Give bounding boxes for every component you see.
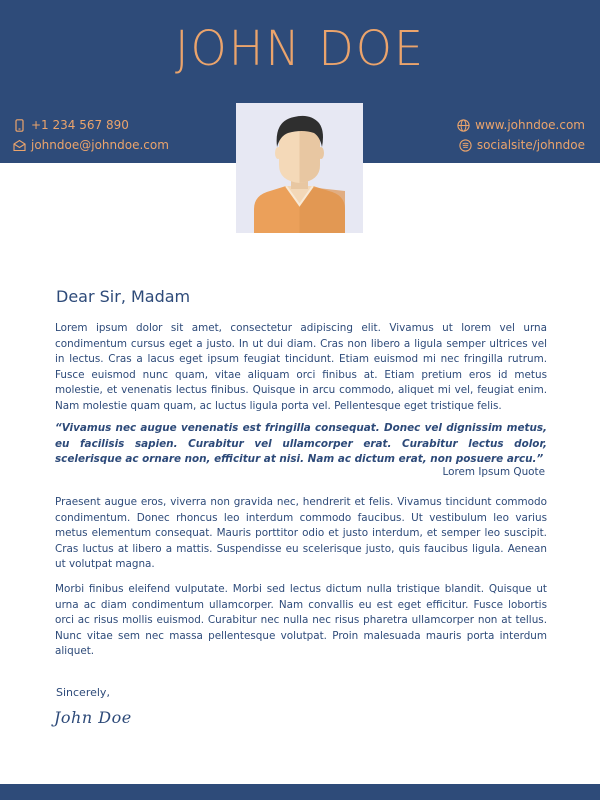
social-text: socialsite/johndoe [476,138,585,152]
page-title: JOHN DOE [174,19,426,77]
person-avatar [236,103,363,233]
contact-phone[interactable] [13,118,129,132]
letter-closing: Sincerely, [56,686,110,699]
globe-icon [457,119,470,132]
contact-website[interactable] [457,118,585,132]
letter-paragraph-1: Lorem ipsum dolor sit amet, consectetur adipiscing elit. Vivamus ut lorem vel urna condimentum cursus eget a justo. In ut dui diam. Cras non libero a ligula semper ultrices vel in lectus. Cras a lacus eget ipsum feugiat tincidunt. Etiam euismod mi nec fringilla rutrum. Fusce euismod nunc quam, vitae aliquam orci finibus at. Etiam pretium eros id metus molestie, et venenatis lectus finibus. Quisque in arcu commodo, aliquet mi vel, feugiat enim. Nam molestie quam quam, ac luctus ligula porta vel. Pellentesque eget tristique felis. [55,322,547,412]
website-text: www.johndoe.com [475,118,585,132]
footer-bar [0,784,600,800]
social-icon [459,139,472,152]
phone-icon [13,119,26,132]
email-text: johndoe@johndoe.com [31,138,169,152]
contact-email[interactable] [13,138,169,152]
envelope-icon [13,139,26,152]
letter-quote: “Vivamus nec augue venenatis est fringilla consequat. Donec vel dignissim metus, eu facilisis sapien. Curabitur vel ullamcorper erat. Curabitur lectus dolor, scelerisque ac ornare non, efficitur at nisi. Nam ac dictum erat, non posuere arcu.” [55,422,547,466]
letter-paragraph-2: Praesent augue eros, viverra non gravida nec, hendrerit et felis. Vivamus tincidunt commodo condimentum. Donec rhoncus leo interdum commodo faucibus. Ut vestibulum leo varius metus elementum consequat. Mauris porttitor odio et justo interdum, et semper leo suscipit. Cras luctus at libero a mattis. Suspendisse eu scelerisque justo, quis faucibus ligula. Aenean ut volutpat magna. [55,496,547,571]
quote-author: Lorem Ipsum Quote [442,466,545,478]
profile-photo [236,103,363,233]
signature: John Doe [54,708,132,727]
contact-social[interactable] [459,138,585,152]
phone-text: +1 234 567 890 [31,118,129,132]
letter-greeting: Dear Sir, Madam [56,287,191,306]
letter-paragraph-3: Morbi finibus eleifend vulputate. Morbi sed lectus dictum nulla tristique blandit. Quisque ut urna ac diam condimentum ullamcorper. Nam convallis eu est eget efficitur. Fusce lobortis orci ac risus mollis euismod. Curabitur nec nulla nec risus pharetra ullamcorper non at tellus. Nunc vitae sem nec massa pellentesque volutpat. Proin malesuada mauris porta interdum aliquet. [55,583,547,658]
